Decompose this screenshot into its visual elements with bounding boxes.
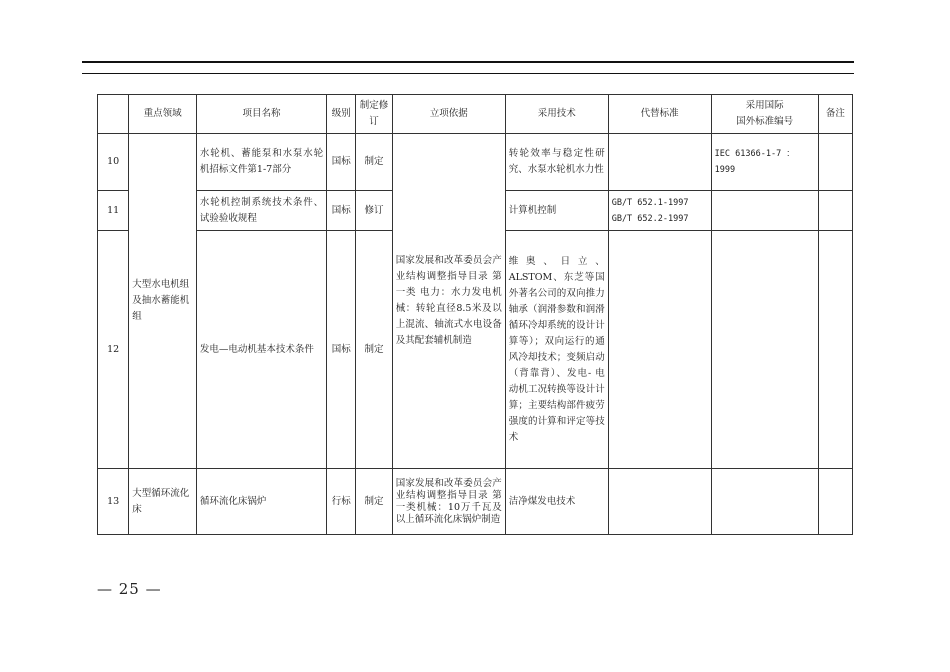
header-basis: 立项依据: [392, 95, 505, 134]
remark-cell: [818, 469, 852, 535]
intl-standard-cell: [711, 231, 818, 469]
tech-cell: 计算机控制: [505, 191, 608, 231]
table-row: [98, 469, 853, 535]
tech-cell: 转轮效率与稳定性研究、水泵水轮机水力性: [505, 134, 608, 191]
basis-cell: 国家发展和改革委员会产业结构调整指导目录 第一类机械：10万千瓦及以上循环流化床锅炉制造: [392, 469, 505, 535]
row-seq: 12: [98, 231, 129, 469]
header-intl-line1: 采用国际: [745, 100, 784, 111]
header-remark: 备注: [818, 95, 852, 134]
level-cell: 国标: [327, 134, 356, 191]
replace-standard-2: GB/T 652.2-1997: [611, 213, 689, 224]
header-intl-line2: 国外标准编号: [736, 116, 794, 127]
remark-cell: [818, 231, 852, 469]
tech-cell: 洁净煤发电技术: [505, 469, 608, 535]
header-level: 级别: [327, 95, 356, 134]
tech-cell: 维奥、日立、ALSTOM、东芝等国外著名公司的双向推力轴承（润滑参数和润滑循环冷却系统的设计计算等）；双向运行的通风冷却技术；变频启动（背靠背）、发电- 电动机工况转换等设计计算；主要结构部件疲劳强度的计算和评定等技术: [505, 231, 608, 469]
table-header-row: [98, 95, 853, 134]
project-name: 水轮机控制系统技术条件、试验验收规程: [196, 191, 326, 231]
remark-cell: [818, 191, 852, 231]
intl-standard-cell: [711, 469, 818, 535]
basis-cell: 国家发展和改革委员会产业结构调整指导目录 第一类 电力：水力发电机械：转轮直径8.5米及以上混流、轴流式水电设备及其配套辅机制造: [392, 134, 505, 469]
table-row: [98, 134, 853, 191]
level-cell: 国标: [327, 231, 356, 469]
row-seq: 11: [98, 191, 129, 231]
revise-cell: 制定: [356, 469, 392, 535]
replace-cell: [608, 469, 711, 535]
level-cell: 行标: [327, 469, 356, 535]
intl-standard-cell: IEC 61366-1-7 ：1999: [711, 134, 818, 191]
header-rule-thin: [82, 73, 854, 74]
header-project: 项目名称: [196, 95, 326, 134]
standards-table: [97, 94, 853, 535]
replace-standard-1: GB/T 652.1-1997: [611, 197, 689, 208]
row-seq: 13: [98, 469, 129, 535]
header-tech: 采用技术: [505, 95, 608, 134]
header-seq: [98, 95, 129, 134]
level-cell: 国标: [327, 191, 356, 231]
replace-cell: [608, 191, 711, 231]
page-number: — 25 —: [97, 580, 162, 598]
header-rule-thick: [82, 61, 854, 63]
revise-cell: 修订: [356, 191, 392, 231]
project-name: 循环流化床锅炉: [196, 469, 326, 535]
field-cell: 大型循环流化床: [129, 469, 197, 535]
field-cell: 大型水电机组及抽水蓄能机组: [129, 134, 197, 469]
header-replace: 代替标准: [608, 95, 711, 134]
row-seq: 10: [98, 134, 129, 191]
header-field: 重点领域: [129, 95, 197, 134]
project-name: 发电—电动机基本技术条件: [196, 231, 326, 469]
revise-cell: 制定: [356, 231, 392, 469]
replace-cell: [608, 134, 711, 191]
remark-cell: [818, 134, 852, 191]
intl-standard-cell: [711, 191, 818, 231]
revise-cell: 制定: [356, 134, 392, 191]
header-intl: [711, 95, 818, 134]
replace-cell: [608, 231, 711, 469]
project-name: 水轮机、蓄能泵和水泵水轮机招标文件第1-7部分: [196, 134, 326, 191]
header-revise: 制定修订: [356, 95, 392, 134]
